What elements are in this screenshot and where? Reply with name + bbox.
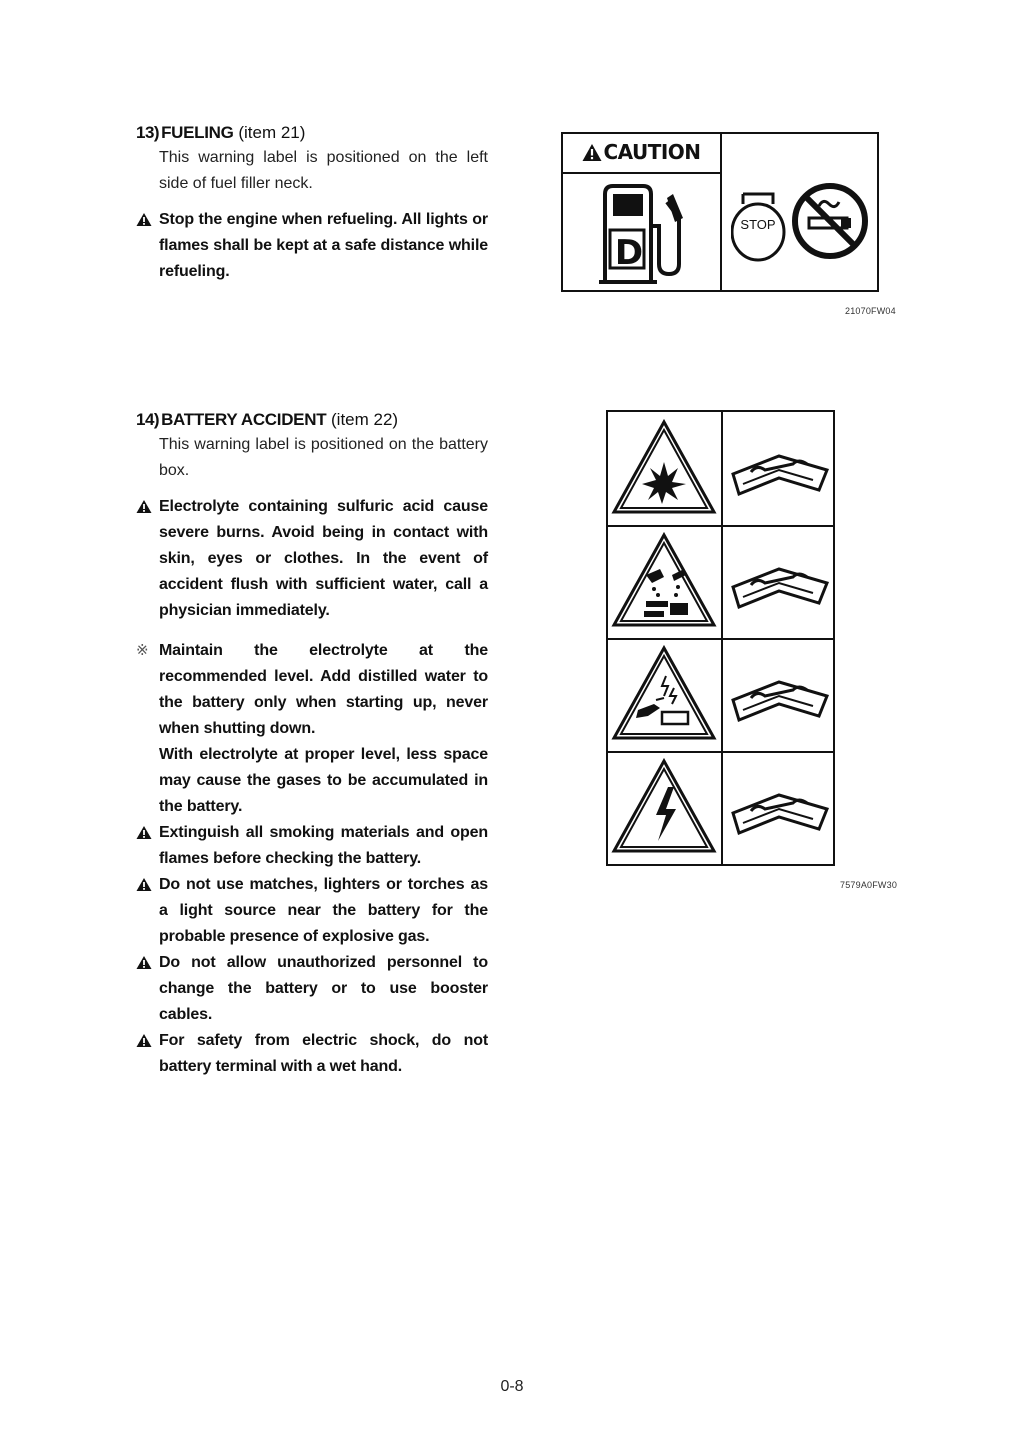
warning-triangle-icon: [136, 494, 154, 523]
section-fueling: [136, 121, 488, 285]
fueling-caution-label: [561, 132, 879, 292]
battery-warning-label: [606, 410, 835, 866]
note-symbol: ※: [136, 642, 149, 659]
warning-paragraph: [136, 872, 488, 950]
read-manual-icon: [723, 638, 836, 751]
section-description: This warning label is positioned on the left side of fuel filler neck.: [159, 149, 488, 192]
page-number: 0-8: [500, 1378, 524, 1395]
corrosive-acid-warning-icon: [608, 525, 721, 638]
item-reference: (item 21): [238, 123, 306, 142]
caution-word: CAUTION: [603, 140, 701, 164]
warning-paragraph: [136, 494, 488, 624]
read-manual-icon: [723, 751, 836, 864]
label-divider: [720, 134, 722, 290]
warning-triangle-icon: [136, 207, 154, 236]
section-title: FUELING: [161, 123, 234, 142]
note-continuation: With electrolyte at proper level, less space may cause the gases to be accumulated in the battery.: [159, 746, 488, 815]
warning-text: For safety from electric shock, do not battery terminal with a wet hand.: [159, 1032, 488, 1075]
warning-text: Stop the engine when refueling. All lights or flames shall be kept at a safe distance while refueling.: [159, 211, 488, 280]
caution-header: [563, 140, 720, 164]
high-voltage-warning-icon: [608, 751, 721, 864]
section-battery-accident: [136, 408, 488, 1080]
no-smoking-icon: [789, 180, 871, 262]
warning-triangle-icon: [136, 950, 154, 979]
section-heading: [136, 408, 488, 432]
section-number: 14): [136, 410, 160, 429]
warning-paragraph: [136, 820, 488, 872]
warning-text: Extinguish all smoking materials and open flames before checking the battery.: [159, 824, 488, 867]
label-divider: [563, 172, 720, 174]
warning-text: Electrolyte containing sulfuric acid cause severe burns. Avoid being in contact with skin, eyes or clothes. In the event of accident flush with sufficient water, call a physician immediately.: [159, 498, 488, 619]
warning-paragraph: [136, 950, 488, 1028]
section-title: BATTERY ACCIDENT: [161, 410, 327, 429]
stop-text: STOP: [740, 217, 776, 232]
warning-text: Do not use matches, lighters or torches as a light source near the battery for the probable presence of explosive gas.: [159, 876, 488, 945]
label-code: 21070FW04: [845, 306, 896, 316]
read-manual-icon: [723, 525, 836, 638]
warning-triangle-icon: [136, 1028, 154, 1057]
warning-triangle-icon: [582, 143, 602, 162]
warning-paragraph: [136, 1028, 488, 1080]
battery-spark-warning-icon: [608, 638, 721, 751]
section-number: 13): [136, 123, 160, 142]
label-code: 7579A0FW30: [840, 880, 898, 890]
explosion-warning-icon: [608, 412, 721, 525]
section-description: This warning label is positioned on the battery box.: [159, 436, 488, 479]
warning-text: Do not allow unauthorized personnel to change the battery or to use booster cables.: [159, 954, 488, 1023]
section-heading: [136, 121, 488, 145]
warning-triangle-icon: [136, 872, 154, 901]
note-paragraph: [136, 638, 488, 742]
fuel-pump-icon: [599, 182, 691, 286]
read-manual-icon: [723, 412, 836, 525]
warning-triangle-icon: [136, 820, 154, 849]
pump-letter: D: [614, 233, 644, 273]
item-reference: (item 22): [331, 410, 399, 429]
warning-paragraph: [136, 207, 488, 285]
note-text: Maintain the electrolyte at the recommended level. Add distilled water to the battery only when starting up, never when shutting down.: [159, 642, 488, 737]
